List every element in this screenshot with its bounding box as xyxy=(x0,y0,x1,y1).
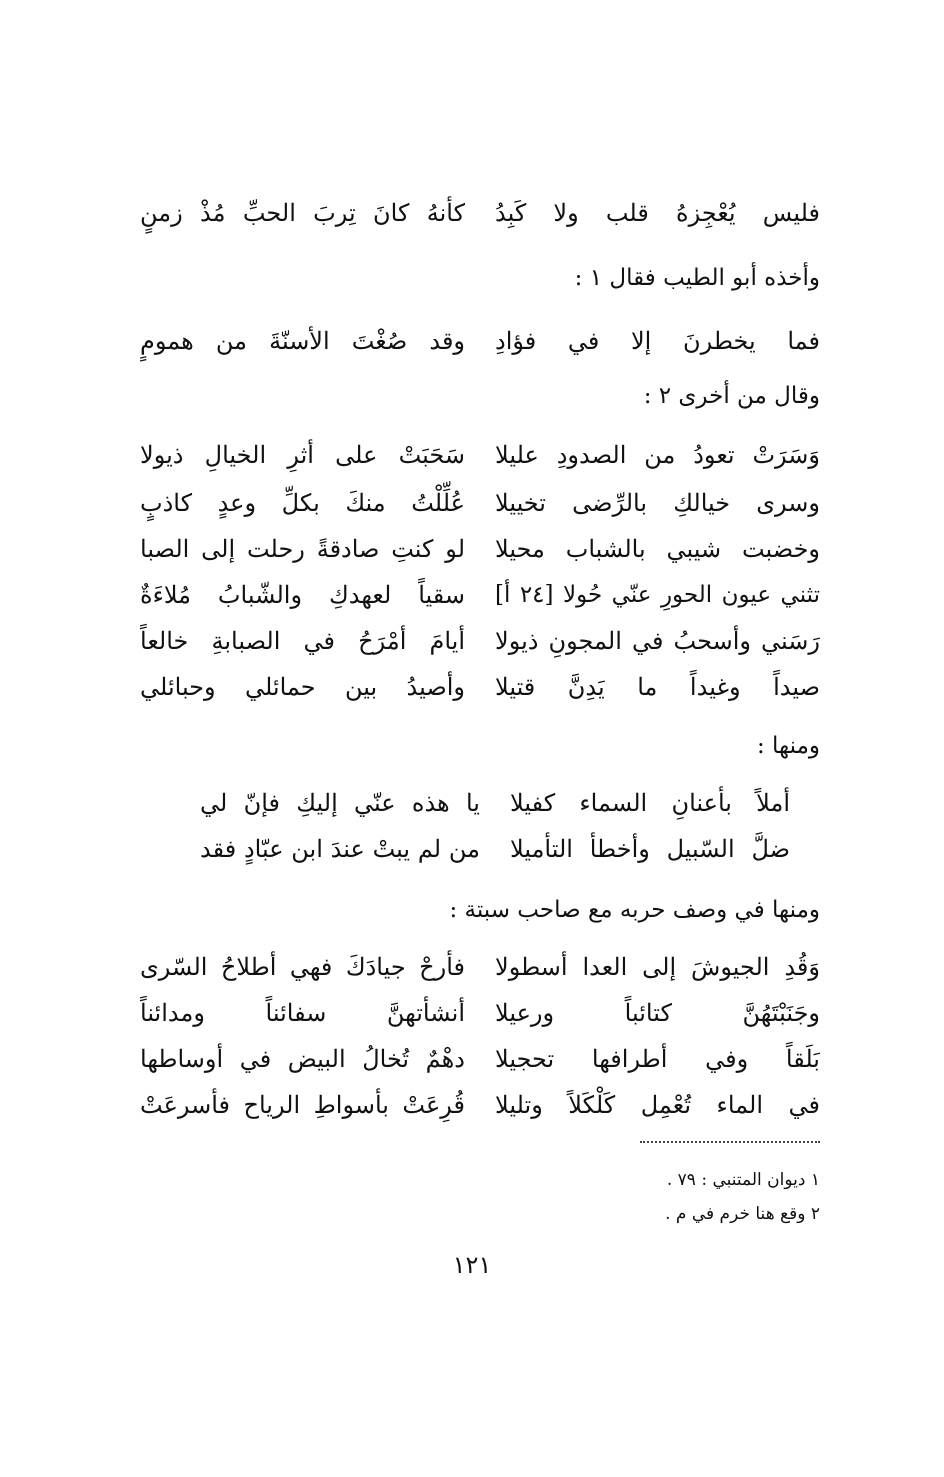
poem2-verse xyxy=(200,780,790,826)
poem1-verse xyxy=(140,618,820,664)
hemistich-left: وسرى خيالكِ بالرِّضى تخييلا xyxy=(495,489,820,517)
hemistich-right: أنشأتهنَّ سفائناً ومدائناً xyxy=(140,999,465,1027)
poem1-verse xyxy=(140,572,820,618)
intro-line-1: وأخذه أبو الطيب فقال ١ : xyxy=(574,265,820,291)
poem1-verse xyxy=(140,526,820,572)
page-number: ١٢١ xyxy=(452,1251,492,1279)
hemistich-right: كأنهُ كانَ تِربَ الحبِّ مُذْ زمنٍ xyxy=(140,199,465,227)
poem3-verse xyxy=(140,990,820,1036)
hemistich-right: وقد صُغْتَ الأسنّةَ من همومٍ xyxy=(140,327,465,355)
hemistich-right: وأصيدُ بين حمائلي وحبائلي xyxy=(140,673,465,701)
hemistich-left: ضلَّ السّبيل وأخطأ التأميلا xyxy=(510,835,790,863)
hemistich-right: من لم يبتْ عندَ ابن عبّادٍ فقد xyxy=(200,835,480,863)
footnote-2: ٢ وقع هنا خرم في م . xyxy=(665,1204,820,1224)
hemistich-right: سقياً لعهدكِ والشّبابُ مُلاءَةٌ xyxy=(140,581,465,609)
poem2-verse xyxy=(200,826,790,872)
hemistich-right: عُلِّلْتُ منكَ بكلِّ وعدٍ كاذبٍ xyxy=(140,489,465,517)
hemistich-left: وخضبت شيبي بالشباب محيلا xyxy=(495,535,820,563)
footnote-1: ١ ديوان المتنبي : ٧٩ . xyxy=(666,1170,820,1190)
hemistich-right: سَحَبَتْ على أثرِ الخيالِ ذيولا xyxy=(140,441,465,469)
verse-opening xyxy=(140,190,820,236)
intro-line-4: ومنها في وصف حربه مع صاحب سبتة : xyxy=(449,897,820,923)
footnote-divider xyxy=(640,1141,820,1143)
hemistich-left: رَسَني وأسحبُ في المجونِ ذيولا xyxy=(495,627,820,655)
hemistich-right: لو كنتِ صادقةً رحلت إلى الصبا xyxy=(140,535,465,563)
hemistich-right: دهْمٌ تُخالُ البيض في أوساطها xyxy=(140,1045,465,1073)
hemistich-right: يا هذه عنّي إليكِ فإنّ لي xyxy=(200,789,480,817)
hemistich-left: وَسَرَتْ تعودُ من الصدودِ عليلا xyxy=(495,441,820,469)
poem1-verse xyxy=(140,432,820,478)
intro-line-3: ومنها : xyxy=(756,733,820,759)
hemistich-left: وَقُدِ الجيوشَ إلى العدا أسطولا xyxy=(495,953,820,981)
hemistich-left: في الماء تُعْمِل كَلْكَلاً وتليلا xyxy=(495,1091,820,1119)
poem1-verse xyxy=(140,480,820,526)
hemistich-right: أيامَ أمْرَحُ في الصبابةِ خالعاً xyxy=(140,627,465,655)
hemistich-left: أملاً بأعنانِ السماء كفيلا xyxy=(510,789,790,817)
poem3-verse xyxy=(140,1036,820,1082)
poem3-verse xyxy=(140,1082,820,1128)
hemistich-left: صيداً وغيداً ما يَدِنَّ قتيلا xyxy=(495,673,820,701)
hemistich-right: فأرحْ جيادَكَ فهي أطلاحُ السّرى xyxy=(140,953,465,981)
hemistich-left: تثني عيون الحورِ عنّي حُولا [٢٤ أ] xyxy=(495,582,820,608)
hemistich-left: فما يخطرنَ إلا في فؤادِ xyxy=(495,327,820,355)
hemistich-left: وجَنَبْتَهُنَّ كتائباً ورعيلا xyxy=(495,999,820,1027)
poem1-verse xyxy=(140,664,820,710)
hemistich-right: قُرِعَتْ بأسواطِ الرياح فأسرعَتْ xyxy=(140,1091,465,1119)
verse-2 xyxy=(140,318,820,364)
hemistich-left: بَلَقاً وفي أطرافها تحجيلا xyxy=(495,1045,820,1073)
intro-line-2: وقال من أخرى ٢ : xyxy=(643,383,820,409)
hemistich-left: فليس يُعْجِزهُ قلب ولا كَبِدُ xyxy=(495,199,820,227)
poem3-verse xyxy=(140,944,820,990)
